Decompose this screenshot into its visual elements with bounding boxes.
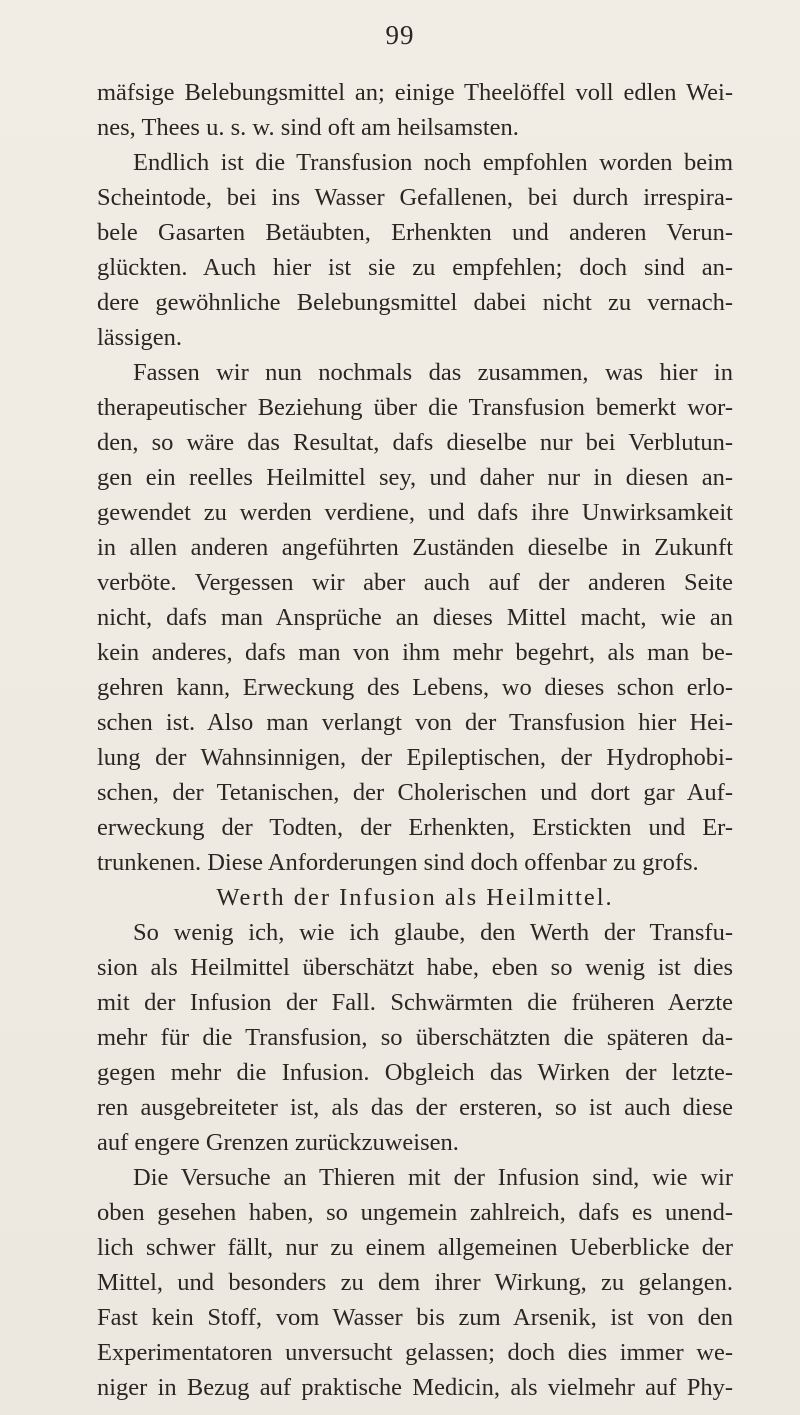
text-line: verböte. Vergessen wir aber auch auf der anderen Seite (97, 569, 733, 596)
text-line: auf engere Grenzen zurückzuweisen. (97, 1129, 459, 1156)
text-line: gen ein reelles Heilmittel sey, und daher nur in diesen an- (97, 464, 733, 491)
text-line: in allen anderen angeführten Zuständen dieselbe in Zukunft (97, 534, 733, 561)
text-line: oben gesehen haben, so ungemein zahlreich, dafs es unend- (97, 1199, 733, 1226)
text-line: mehr für die Transfusion, so überschätzten die späteren da- (97, 1024, 733, 1051)
text-line: gehren kann, Erweckung des Lebens, wo dieses schon erlo- (97, 674, 733, 701)
text-line: Die Versuche an Thieren mit der Infusion sind, wie wir (133, 1164, 733, 1191)
text-line: therapeutischer Beziehung über die Transfusion bemerkt wor- (97, 394, 733, 421)
text-line: schen, der Tetanischen, der Cholerischen und dort gar Auf- (97, 779, 733, 806)
text-line: lung der Wahnsinnigen, der Epileptischen, der Hydrophobi- (97, 744, 733, 771)
text-line: gewendet zu werden verdiene, und dafs ihre Unwirksamkeit (97, 499, 733, 526)
text-line: den, so wäre das Resultat, dafs dieselbe nur bei Verblutun- (97, 429, 733, 456)
text-line: kein anderes, dafs man von ihm mehr begehrt, als man be- (97, 639, 733, 666)
text-line: erweckung der Todten, der Erhenkten, Erstickten und Er- (97, 814, 733, 841)
text-line: Fast kein Stoff, vom Wasser bis zum Arsenik, ist von den (97, 1304, 733, 1331)
text-line: ren ausgebreiteter ist, als das der ersteren, so ist auch diese (97, 1094, 733, 1121)
text-line: Endlich ist die Transfusion noch empfohlen worden beim (133, 149, 733, 176)
section-heading: Werth der Infusion als Heilmittel. (216, 884, 614, 911)
text-line: Scheintode, bei ins Wasser Gefallenen, bei durch irrespira- (97, 184, 733, 211)
text-line: glückten. Auch hier ist sie zu empfehlen; doch sind an- (97, 254, 733, 281)
text-line: mäfsige Belebungsmittel an; einige Theelöffel voll edlen Wei- (97, 79, 733, 106)
text-line: nes, Thees u. s. w. sind oft am heilsamsten. (97, 114, 519, 141)
text-line: Mittel, und besonders zu dem ihrer Wirkung, zu gelangen. (97, 1269, 733, 1296)
text-line: bele Gasarten Betäubten, Erhenkten und anderen Verun- (97, 219, 733, 246)
text-line: trunkenen. Diese Anforderungen sind doch offenbar zu grofs. (97, 849, 699, 876)
text-line: niger in Bezug auf praktische Medicin, als vielmehr auf Phy- (97, 1374, 733, 1401)
text-line: mit der Infusion der Fall. Schwärmten die früheren Aerzte (97, 989, 733, 1016)
text-line: dere gewöhnliche Belebungsmittel dabei nicht zu vernach- (97, 289, 733, 316)
body-text (97, 75, 733, 1405)
page-number: 99 (385, 20, 415, 50)
text-line: Fassen wir nun nochmals das zusammen, was hier in (133, 359, 733, 386)
text-line: Experimentatoren unversucht gelassen; doch dies immer we- (97, 1339, 733, 1366)
text-line: schen ist. Also man verlangt von der Transfusion hier Hei- (97, 709, 733, 736)
text-line: sion als Heilmittel überschätzt habe, eben so wenig ist dies (97, 954, 733, 981)
text-line: nicht, dafs man Ansprüche an dieses Mittel macht, wie an (97, 604, 733, 631)
text-line: So wenig ich, wie ich glaube, den Werth der Transfu- (133, 919, 733, 946)
text-line: gegen mehr die Infusion. Obgleich das Wirken der letzte- (97, 1059, 733, 1086)
text-line: lässigen. (97, 324, 183, 351)
text-line: lich schwer fällt, nur zu einem allgemeinen Ueberblicke der (97, 1234, 733, 1261)
